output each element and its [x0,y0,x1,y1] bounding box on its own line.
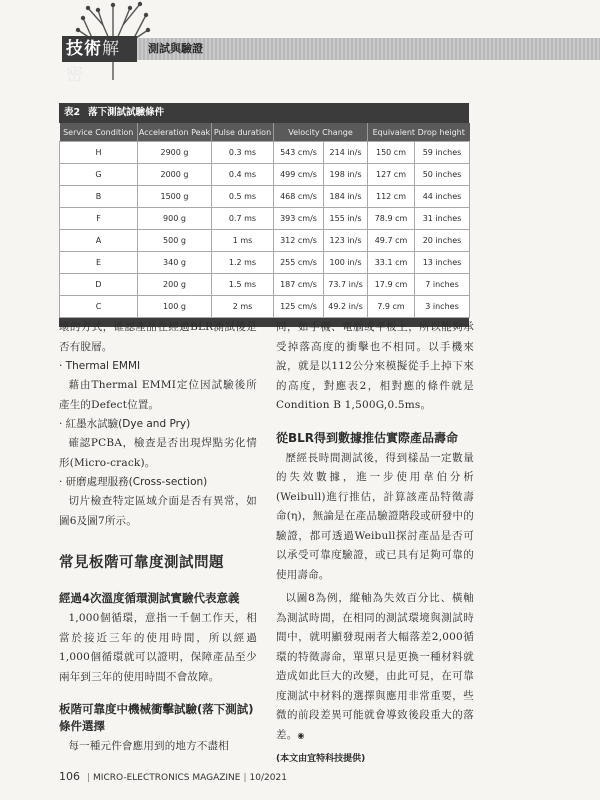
table-cell: 49.2 in/s [324,296,368,318]
paragraph: 歷經長時間測試後，得到樣品一定數量的失效數據，進一步使用韋伯分析(Weibull)進行推估，計算該產品特徵壽命(η)，無論是在產品驗證階段或研發中的驗證，都可透過Weibull探討產品是否可以承受可靠度驗證，或已具有足夠可靠的使用壽命。 [276,451,474,581]
table-cell: 187 cm/s [274,274,324,296]
table-cell: 7 inches [415,274,470,296]
table-cell: A [60,230,138,252]
table-cell: 255 cm/s [274,252,324,274]
bullet-text: 藉由Thermal EMMI定位因試驗後所產生的Defect位置。 [59,379,257,411]
page-header [0,0,600,85]
subheading: 板階可靠度中機械衝擊試驗(落下測試)條件選擇 [59,702,254,733]
table-cell: 1 ms [212,230,274,252]
end-mark-icon: ◉ [297,730,305,740]
table-cell: 59 inches [415,142,470,164]
table-cell: 499 cm/s [274,164,324,186]
table-cell: 2 ms [212,296,274,318]
table-cell: 0.5 ms [212,186,274,208]
table-cell: E [60,252,138,274]
paragraph: 以圖8為例，縱軸為失效百分比、橫軸為測試時間，在相同的測試環境與測試時間中，就明顯發現兩者大幅落差2,000循環的特徵壽命，單單只是更換一種材料就造成如此巨大的改變，由此可見，在可靠度測試中材料的選擇與應用非常重要，些微的前段差異可能就會導致後段重大的落差。◉ [276,592,474,741]
paragraph: 同，如手機、電腦或平板上，所以能夠承受掉落高度的衝擊也不相同。以手機來說，就是以112公分來模擬從手上掉下來的高度，對應表2，相對應的條件就是Condition B 1,500G,0.5ms。 [276,321,474,411]
table-cell: 33.1 cm [368,252,415,274]
table-cell: 340 g [138,252,212,274]
table-cell: 543 cm/s [274,142,324,164]
table-cell: 214 in/s [324,142,368,164]
table-row [60,296,470,318]
section-heading: 常見板階可靠度測試問題 [59,555,224,571]
table-cell: 17.9 cm [368,274,415,296]
col-drop-height: Equivalent Drop height [368,123,470,142]
left-column [59,318,257,757]
table-cell: 500 g [138,230,212,252]
magazine-name: MICRO-ELECTRONICS MAGAZINE [93,773,241,783]
table-cell: 73.7 in/s [324,274,368,296]
table-cell: 184 in/s [324,186,368,208]
table-cell: 393 cm/s [274,208,324,230]
table-row [60,208,470,230]
table-cell: 0.7 ms [212,208,274,230]
subheading: 從BLR得到數據推估實際產品壽命 [276,430,459,445]
table-cell: 125 cm/s [274,296,324,318]
table-row [60,274,470,296]
table-cell: 155 in/s [324,208,368,230]
table-cell: 200 g [138,274,212,296]
table-cell: 900 g [138,208,212,230]
table-cell: 3 inches [415,296,470,318]
table-row [60,186,470,208]
page-number: 106 [59,770,80,783]
table-cell: B [60,186,138,208]
table-title: 表2 落下測試試驗條件 [59,103,469,123]
bullet-title: · Thermal EMMI [59,360,141,372]
table-cell: 198 in/s [324,164,368,186]
paragraph: 每一種元件會應用到的地方不盡相 [68,740,229,752]
table-row [60,252,470,274]
table-cell: 100 in/s [324,252,368,274]
table-cell: 2900 g [138,142,212,164]
bullet-title: · 紅墨水試驗(Dye and Pry) [59,418,191,430]
table-cell: 100 g [138,296,212,318]
credit-line: (本文由宜特科技提供) [276,754,366,764]
paragraph: 1,000個循環，意指一千個工作天，相當於接近三年的使用時間，所以經過1,000個循環就可以證明，保障產品至少兩年到三年的使用時間不會故障。 [59,612,257,683]
table-row [60,230,470,252]
table-cell: 127 cm [368,164,415,186]
table-cell: 0.3 ms [212,142,274,164]
table-cell: 31 inches [415,208,470,230]
table-cell: H [60,142,138,164]
table-cell: F [60,208,138,230]
table-cell: 2000 g [138,164,212,186]
page-footer: 106 | MICRO-ELECTRONICS MAGAZINE | 10/2021 [59,770,287,783]
table-cell: 50 inches [415,164,470,186]
table-cell: 7.9 cm [368,296,415,318]
bullet-text: 切片檢查特定區域介面是否有異常，如圖6及圖7所示。 [59,495,257,527]
table-row [60,142,470,164]
table-cell: 312 cm/s [274,230,324,252]
drop-test-table [59,103,469,327]
issue-date: 10/2021 [249,773,287,783]
col-velocity-change: Velocity Change [274,123,368,142]
col-service-condition: Service Condition [60,123,138,142]
col-acceleration-peak: Acceleration Peak [138,123,212,142]
right-column [276,318,474,764]
table-header-row [60,123,470,142]
col-pulse-duration: Pulse duration [212,123,274,142]
table-cell: G [60,164,138,186]
paragraph: 壞的方式，確認產品在經過BLR測試後是否有脫層。 [59,321,257,353]
table-cell: 150 cm [368,142,415,164]
table-cell: 44 inches [415,186,470,208]
table-cell: 1500 g [138,186,212,208]
bullet-title: · 研磨處理服務(Cross-section) [59,476,208,488]
table-cell: D [60,274,138,296]
table-cell: 13 inches [415,252,470,274]
table-row [60,164,470,186]
table-cell: 468 cm/s [274,186,324,208]
subheading: 經過4次溫度循環測試實驗代表意義 [59,591,240,605]
section-badge: 技術解密 [62,36,137,62]
table-cell: C [60,296,138,318]
table-cell: 1.5 ms [212,274,274,296]
table-cell: 49.7 cm [368,230,415,252]
table-cell: 0.4 ms [212,164,274,186]
header-strip [137,38,600,60]
table-cell: 20 inches [415,230,470,252]
category-label: 測試與驗證 [148,42,203,55]
table-cell: 1.2 ms [212,252,274,274]
table-cell: 123 in/s [324,230,368,252]
table-cell: 112 cm [368,186,415,208]
bullet-text: 確認PCBA，檢查是否出現焊點劣化情形(Micro-crack)。 [59,437,257,469]
table-cell: 78.9 cm [368,208,415,230]
